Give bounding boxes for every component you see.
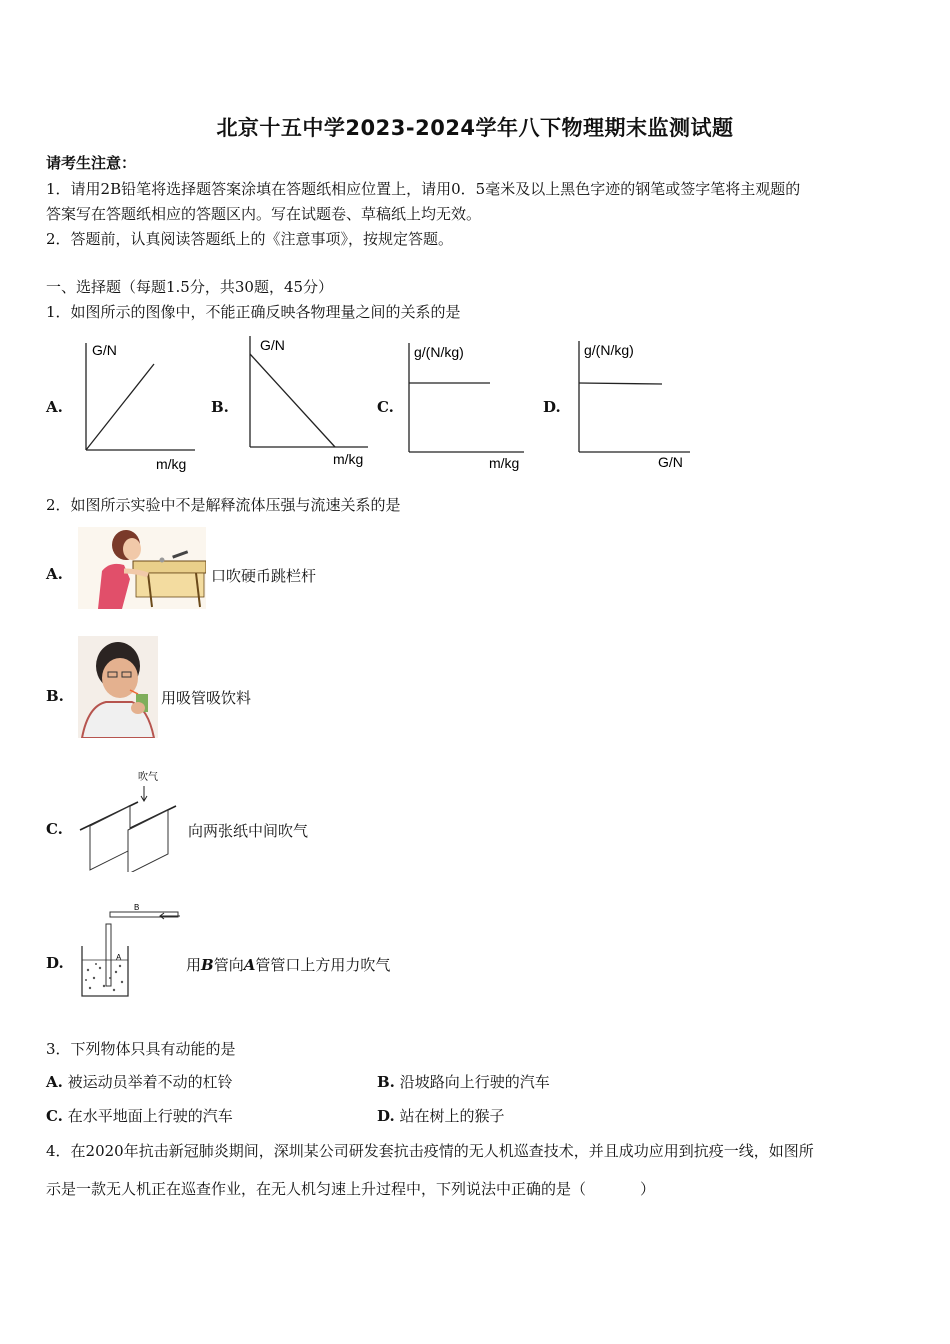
blow-label: 吹气 xyxy=(138,772,158,783)
q2-option-b-text: 用吸管吸饮料 xyxy=(161,689,252,707)
graph-line xyxy=(86,364,154,450)
y-axis-label: G/N xyxy=(92,342,117,358)
q1-graph-c xyxy=(400,335,540,475)
q2-option-d-post: 管管口上方用力吹气 xyxy=(255,956,391,974)
q3-option-c[interactable] xyxy=(46,1105,233,1126)
x-axis-label: m/kg xyxy=(333,451,364,467)
x-axis-label: m/kg xyxy=(489,455,520,471)
q4-stem-line-2-end: ） xyxy=(640,1180,656,1198)
q4-stem-line-2 xyxy=(46,1178,655,1199)
graph-line xyxy=(579,383,662,384)
q2-option-d-b: B xyxy=(201,956,214,974)
q1-stem: 1．如图所示的图像中，不能正确反映各物理量之间的关系的是 xyxy=(46,303,461,321)
notice-line-2: 答案写在答题纸相应的答题区内。写在试题卷、草稿纸上均无效。 xyxy=(46,205,482,223)
q1-option-c-letter[interactable]: C. xyxy=(377,398,394,416)
q2-stem: 2．如图所示实验中不是解释流体压强与流速关系的是 xyxy=(46,496,401,514)
section-heading: 一、选择题（每题1.5分，共30题，45分） xyxy=(46,278,334,296)
tube-a-label: A xyxy=(116,953,122,962)
q3-option-d-letter: D. xyxy=(377,1107,395,1125)
q2-figure-b-straw xyxy=(78,636,158,738)
q1-option-d-letter[interactable]: D. xyxy=(543,398,561,416)
q2-option-b-letter[interactable]: B. xyxy=(46,687,64,705)
q3-option-a-text: 被运动员举着不动的杠铃 xyxy=(67,1073,233,1091)
coin xyxy=(160,558,165,563)
notice-heading: 请考生注意： xyxy=(46,154,137,172)
y-axis-label: g/(N/kg) xyxy=(414,344,464,360)
q2-option-d-mid: 管向 xyxy=(213,956,244,974)
q3-option-b-text: 沿坡路向上行驶的汽车 xyxy=(399,1073,550,1091)
y-axis-label: g/(N/kg) xyxy=(584,342,634,358)
tube-a xyxy=(106,924,111,986)
notice-line-1: 1．请用2B铅笔将选择题答案涂填在答题纸相应位置上，请用0．5毫米及以上黑色字迹的钢笔或签字笔将主观题的 xyxy=(46,180,801,198)
q2-figure-c-two-papers xyxy=(72,768,184,872)
q4-stem-line-1: 4．在2020年抗击新冠肺炎期间，深圳某公司研发套抗击疫情的无人机巡查技术，并且成功应用到抗疫一线，如图所 xyxy=(46,1142,814,1160)
q1-graph-d xyxy=(570,333,705,473)
q3-stem: 3．下列物体只具有动能的是 xyxy=(46,1040,236,1058)
q3-option-b[interactable] xyxy=(377,1071,550,1092)
q2-option-d-pre: 用 xyxy=(186,956,202,974)
q2-option-d-a: A xyxy=(243,956,256,974)
y-axis-label: G/N xyxy=(260,337,285,353)
q2-option-d-text xyxy=(186,954,390,975)
q1-option-b-letter[interactable]: B. xyxy=(211,398,229,416)
q2-figure-a-coin-jump xyxy=(78,527,206,609)
q3-option-c-text: 在水平地面上行驶的汽车 xyxy=(67,1107,233,1125)
face xyxy=(123,538,141,560)
q3-option-d[interactable] xyxy=(377,1105,505,1126)
q3-option-d-text: 站在树上的猴子 xyxy=(399,1107,505,1125)
page-title: 北京十五中学2023-2024学年八下物理期末监测试题 xyxy=(216,116,734,140)
q3-option-b-letter: B. xyxy=(377,1073,395,1091)
q2-option-a-text: 口吹硬币跳栏杆 xyxy=(211,567,317,585)
q4-stem-line-2-text: 示是一款无人机正在巡查作业，在无人机匀速上升过程中，下列说法中正确的是（ xyxy=(46,1180,587,1198)
q3-option-a[interactable] xyxy=(46,1071,233,1092)
q3-option-c-letter: C. xyxy=(46,1107,63,1125)
x-axis-label: m/kg xyxy=(156,456,187,472)
q2-option-c-letter[interactable]: C. xyxy=(46,820,63,838)
q2-option-d-letter[interactable]: D. xyxy=(46,954,64,972)
q1-graph-a xyxy=(70,335,210,475)
q1-graph-b xyxy=(238,330,388,475)
q2-option-c-text: 向两张纸中间吹气 xyxy=(188,822,309,840)
tube-b-label: B xyxy=(134,903,140,912)
x-axis-label: G/N xyxy=(658,454,683,470)
notice-line-3: 2．答题前，认真阅读答题纸上的《注意事项》，按规定答题。 xyxy=(46,230,454,248)
q1-option-a-letter[interactable]: A. xyxy=(46,398,63,416)
paper-left xyxy=(90,806,130,870)
q2-option-a-letter[interactable]: A. xyxy=(46,565,63,583)
q3-option-a-letter: A. xyxy=(46,1073,63,1091)
graph-line xyxy=(250,354,335,447)
q2-figure-d-tubes xyxy=(76,900,182,998)
